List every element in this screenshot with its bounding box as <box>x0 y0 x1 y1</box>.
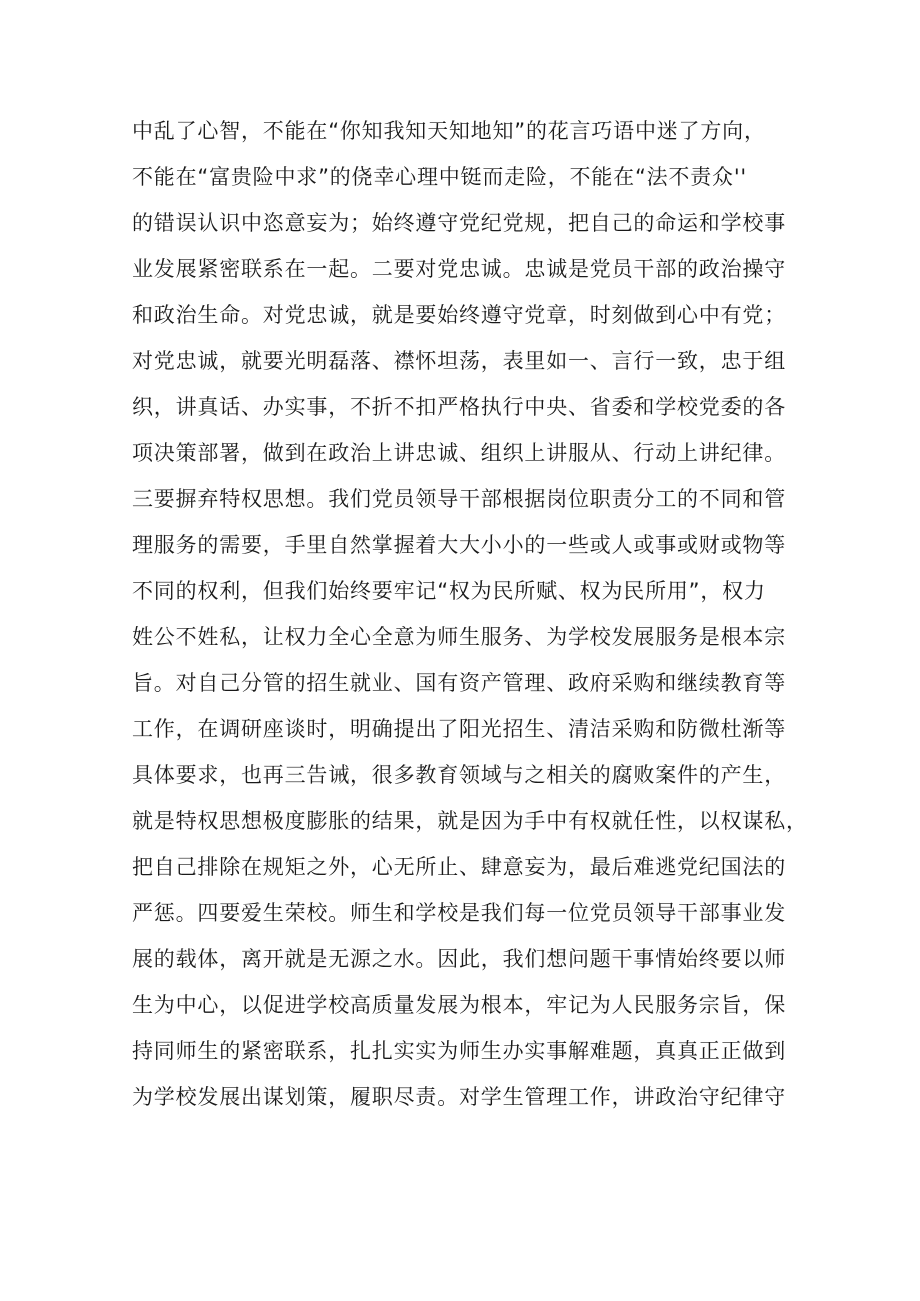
text-line: 姓公不姓私，让权力全心全意为师生服务、为学校发展服务是根本宗 <box>132 625 786 649</box>
body-text <box>132 108 808 1120</box>
text-line: 的错误认识中恣意妄为；始终遵守党纪党规，把自己的命运和学校事 <box>132 211 786 235</box>
text-line: 中乱了心智，不能在“你知我知天知地知”的花言巧语中迷了方向， <box>132 119 766 143</box>
text-line: 为学校发展出谋划策，履职尽责。对学生管理工作，讲政治守纪律守 <box>132 1085 786 1109</box>
text-line: 不同的权利，但我们始终要牢记“权为民所赋、权为民所用”，权力 <box>132 579 766 603</box>
text-line: 生为中心，以促进学校高质量发展为根本，牢记为人民服务宗旨，保 <box>132 993 786 1017</box>
text-line: 项决策部署，做到在政治上讲忠诚、组织上讲服从、行动上讲纪律。 <box>132 441 786 465</box>
text-line: 旨。对自己分管的招生就业、国有资产管理、政府采购和继续教育等 <box>132 671 786 695</box>
text-line: 不能在“富贵险中求”的侥幸心理中铤而走险，不能在“法不责众'' <box>132 165 747 189</box>
text-line: 具体要求，也再三告诫，很多教育领域与之相关的腐败案件的产生， <box>132 763 786 787</box>
text-line: 展的载体，离开就是无源之水。因此，我们想问题干事情始终要以师 <box>132 947 786 971</box>
text-line: 就是特权思想极度膨胀的结果，就是因为手中有权就任性，以权谋私， <box>132 809 808 833</box>
text-line: 业发展紧密联系在一起。二要对党忠诚。忠诚是党员干部的政治操守 <box>132 257 786 281</box>
text-line: 对党忠诚，就要光明磊落、襟怀坦荡，表里如一、言行一致，忠于组 <box>132 349 786 373</box>
text-line: 和政治生命。对党忠诚，就是要始终遵守党章，时刻做到心中有党； <box>132 303 786 327</box>
text-line: 织，讲真话、办实事，不折不扣严格执行中央、省委和学校党委的各 <box>132 395 786 419</box>
text-line: 持同师生的紧密联系，扎扎实实为师生办实事解难题，真真正正做到 <box>132 1039 786 1063</box>
text-line: 工作，在调研座谈时，明确提出了阳光招生、清洁采购和防微杜渐等 <box>132 717 786 741</box>
text-line: 把自己排除在规矩之外，心无所止、肆意妄为，最后难逃党纪国法的 <box>132 855 786 879</box>
text-line: 严惩。四要爱生荣校。师生和学校是我们每一位党员领导干部事业发 <box>132 901 786 925</box>
text-line: 理服务的需要，手里自然掌握着大大小小的一些或人或事或财或物等 <box>132 533 786 557</box>
text-line: 三要摒弃特权思想。我们党员领导干部根据岗位职责分工的不同和管 <box>132 487 786 511</box>
